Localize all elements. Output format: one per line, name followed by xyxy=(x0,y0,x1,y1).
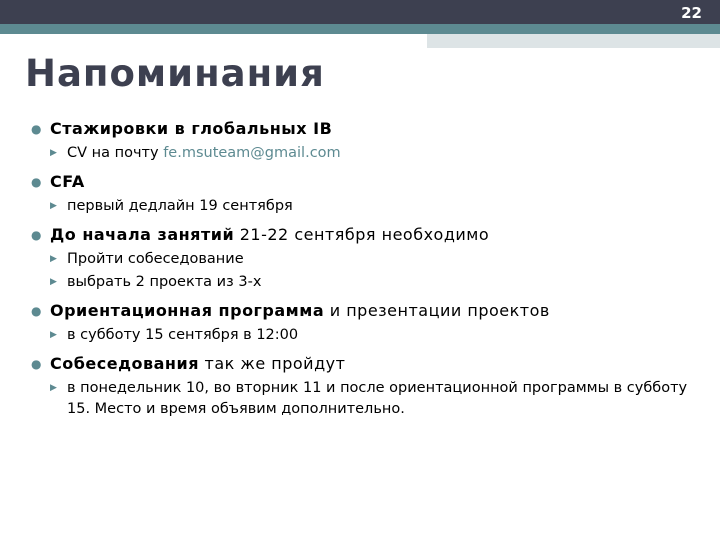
triangle-bullet-icon: ▶ xyxy=(50,201,57,211)
bullet-dot-icon: ● xyxy=(31,357,42,371)
sub-bullet xyxy=(50,325,701,346)
sub-bullet-text: в понедельник 10, во вторник 11 и после ориентационной программы в субботу 15. Место и время объявим дополнительно. xyxy=(67,380,688,417)
bullet-orientation xyxy=(31,299,701,323)
sub-bullet-text: в субботу 15 сентября в 12:00 xyxy=(67,327,299,343)
page-number: 22 xyxy=(681,4,702,22)
top-bar-dark xyxy=(0,0,720,24)
sub-bullet-text: выбрать 2 проекта из 3-х xyxy=(67,274,262,290)
bullet-text: и презентации проектов xyxy=(324,301,550,320)
bullet-interviews xyxy=(31,352,701,376)
sub-bullet-text: CV на почту xyxy=(67,145,164,161)
sub-bullet xyxy=(50,378,701,420)
bullet-bold: До начала занятий xyxy=(50,225,235,244)
bullet-dot-icon: ● xyxy=(31,304,42,318)
slide-content xyxy=(31,117,701,420)
bullet-bold: Стажировки в глобальных IB xyxy=(50,119,333,138)
bullet-dot-icon: ● xyxy=(31,122,42,136)
sub-bullet-text: первый дедлайн 19 сентября xyxy=(67,198,293,214)
sub-bullet xyxy=(50,196,701,217)
bullet-dot-icon: ● xyxy=(31,228,42,242)
bullet-text: так же пройдут xyxy=(198,354,346,373)
bullet-before-classes xyxy=(31,223,701,247)
sub-bullet xyxy=(50,249,701,270)
triangle-bullet-icon: ▶ xyxy=(50,330,57,340)
top-bar-accent xyxy=(0,24,720,34)
bullet-cfa xyxy=(31,170,701,194)
slide-title: Напоминания xyxy=(25,52,325,95)
top-bar-gap xyxy=(0,34,427,48)
bullet-dot-icon: ● xyxy=(31,175,42,189)
bullet-bold: CFA xyxy=(50,172,85,191)
bullet-internships xyxy=(31,117,701,141)
bullet-text: 21-22 сентября необходимо xyxy=(234,225,490,244)
triangle-bullet-icon: ▶ xyxy=(50,383,57,393)
sub-bullet-text: Пройти собеседование xyxy=(67,251,244,267)
triangle-bullet-icon: ▶ xyxy=(50,254,57,264)
sub-bullet xyxy=(50,143,701,164)
triangle-bullet-icon: ▶ xyxy=(50,277,57,287)
bullet-bold: Ориентационная программа xyxy=(50,301,325,320)
bullet-bold: Собеседования xyxy=(50,354,199,373)
email-link[interactable]: fe.msuteam@gmail.com xyxy=(163,145,341,161)
sub-bullet xyxy=(50,272,701,293)
triangle-bullet-icon: ▶ xyxy=(50,148,57,158)
